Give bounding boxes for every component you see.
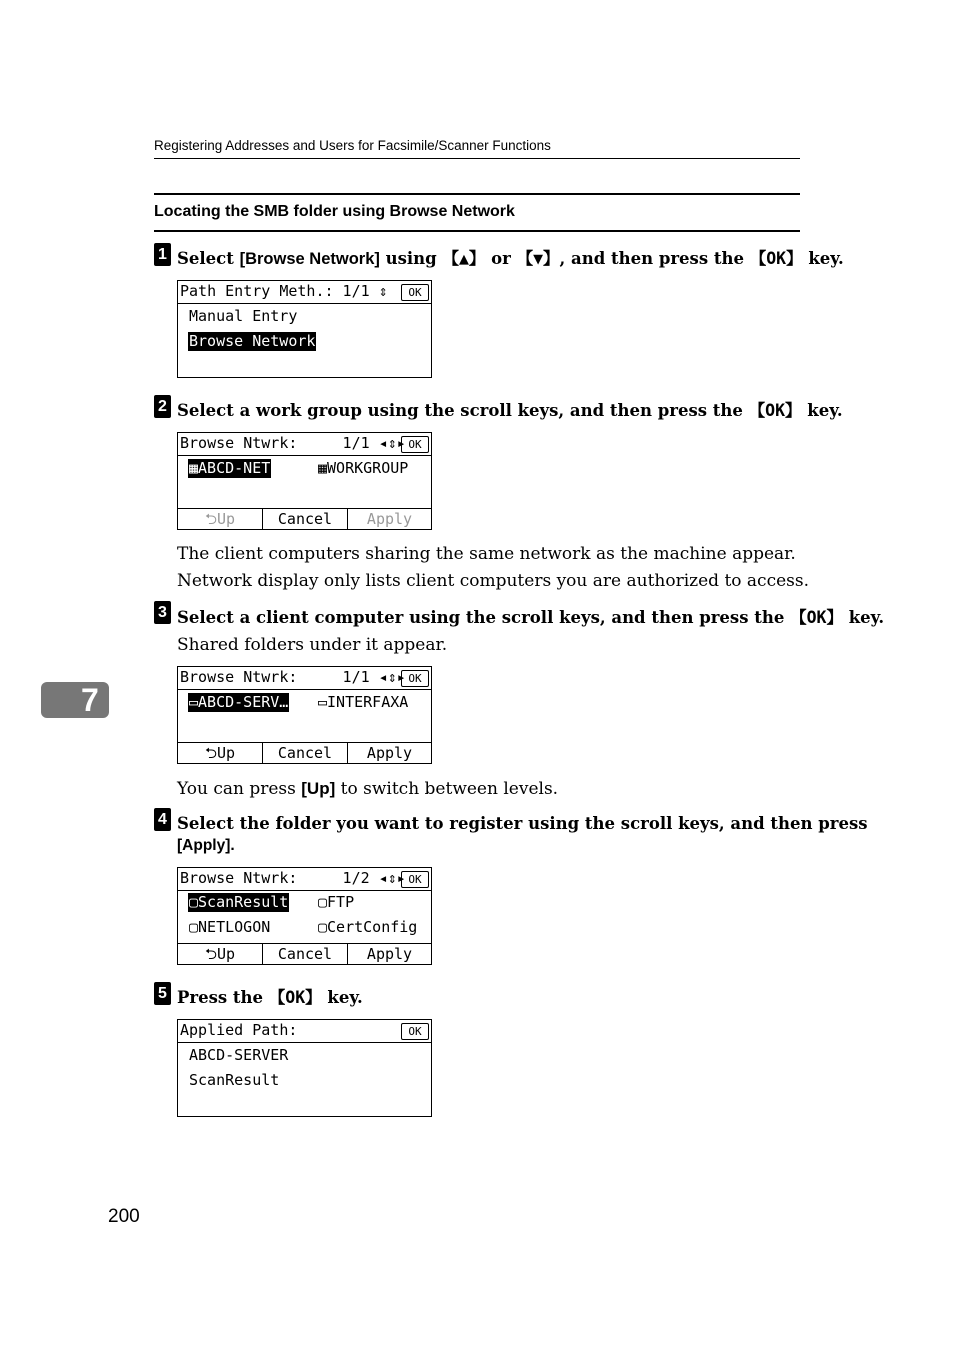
applied-path-folder: ScanResult	[189, 1071, 280, 1089]
step-1-post: key.	[802, 249, 844, 268]
ok-icon: OK	[401, 284, 429, 301]
workgroup-item-abcd-net[interactable]: ▦ABCD-NET	[189, 459, 271, 477]
note-line-1: The client computers sharing the same network as the machine appear.	[177, 544, 796, 564]
lcd-screen-path-entry	[177, 280, 432, 378]
menu-item-manual-entry[interactable]: Manual Entry	[189, 307, 298, 325]
lcd-screen-folder	[177, 867, 432, 965]
ok-key: 【OK】	[749, 249, 803, 268]
cancel-button[interactable]: Cancel	[263, 944, 348, 964]
lcd-screen-client-computer	[177, 666, 432, 764]
step-5-number: 5	[154, 982, 171, 1005]
up-note-pre: You can press	[177, 779, 302, 799]
step-3-subtext: Shared folders under it appear.	[177, 635, 448, 655]
step-4-number: 4	[154, 808, 171, 831]
browse-network-key: [Browse Network]	[239, 250, 380, 268]
lcd-header	[178, 868, 431, 891]
ok-key: 【OK】	[268, 988, 322, 1007]
menu-item-browse-network[interactable]: Browse Network	[189, 332, 316, 350]
step-4-line-1: Select the folder you want to register using the scroll keys, and then press	[177, 814, 868, 833]
up-key-note	[177, 775, 558, 803]
up-button[interactable]: ⮌Up	[178, 944, 263, 964]
lcd-header	[178, 667, 431, 690]
folder-item-certconfig[interactable]: ▢CertConfig	[318, 918, 418, 936]
folder-item-netlogon[interactable]: ▢NETLOGON	[189, 918, 271, 936]
section-title: Locating the SMB folder using Browse Network	[154, 203, 515, 220]
step-3-pre: Select a client computer using the scroll keys, and then press the	[177, 608, 791, 627]
lcd-header	[178, 433, 431, 456]
lcd-header-text: Browse Ntwrk: 1/1 ◂⇕▸	[180, 434, 406, 452]
lcd-header-text: Browse Ntwrk: 1/2 ◂⇕▸	[180, 869, 406, 887]
step-2-number: 2	[154, 395, 171, 418]
step-3-post: key.	[843, 608, 885, 627]
cancel-button[interactable]: Cancel	[263, 743, 348, 763]
ok-icon: OK	[401, 1023, 429, 1040]
lcd-header	[178, 1020, 431, 1043]
step-2-text	[177, 400, 843, 422]
step-1-mid1: using	[379, 249, 443, 268]
lcd-screen-workgroup	[177, 432, 432, 530]
step-5-text	[177, 987, 363, 1009]
step-4-line-2: [Apply].	[177, 837, 235, 854]
step-5-pre: Press the	[177, 988, 269, 1007]
computer-item-abcd-serv[interactable]: ▭ABCD-SERV…	[189, 693, 289, 711]
step-1-mid2: or	[485, 249, 517, 268]
folder-item-scanresult[interactable]: ▢ScanResult	[189, 893, 289, 911]
up-button[interactable]: ⮌Up	[178, 743, 263, 763]
chapter-tab	[41, 682, 109, 718]
step-2-post: key.	[801, 401, 843, 420]
lcd-header-text: Path Entry Meth.: 1/1 ⇕	[180, 282, 388, 300]
lcd-header-text: Applied Path:	[180, 1021, 298, 1039]
running-head-text: Registering Addresses and Users for Facsimile/Scanner Functions	[154, 138, 551, 153]
up-note-post: to switch between levels.	[335, 779, 559, 799]
ok-key: 【OK】	[790, 608, 843, 627]
page-number: 200	[108, 1206, 140, 1227]
apply-button[interactable]: Apply	[366, 744, 413, 762]
down-arrow-key: 【▼】	[516, 249, 560, 268]
lcd-header-text: Browse Ntwrk: 1/1 ◂⇕▸	[180, 668, 406, 686]
up-button[interactable]: ⮌Up	[178, 509, 263, 529]
ok-key: 【OK】	[748, 401, 802, 420]
lcd-button-row	[178, 742, 431, 763]
up-arrow-key: 【▲】	[442, 249, 486, 268]
step-2-pre: Select a work group using the scroll keys, and then press the	[177, 401, 749, 420]
apply-button[interactable]: Apply	[366, 510, 413, 528]
ok-icon: OK	[401, 670, 429, 687]
step-1-number: 1	[154, 243, 171, 266]
lcd-screen-applied-path	[177, 1019, 432, 1117]
step-3-text	[177, 607, 884, 629]
running-head	[154, 138, 800, 159]
cancel-button[interactable]: Cancel	[263, 509, 348, 529]
section-header	[154, 193, 800, 232]
up-key-label: [Up]	[301, 779, 336, 798]
step-5-post: key.	[321, 988, 363, 1007]
lcd-button-row	[178, 508, 431, 529]
step-1-pre: Select	[177, 249, 240, 268]
apply-button[interactable]: Apply	[366, 945, 413, 963]
ok-icon: OK	[401, 871, 429, 888]
lcd-button-row	[178, 943, 431, 964]
step-1-mid3: , and then press the	[559, 249, 750, 268]
workgroup-item-workgroup[interactable]: ▦WORKGROUP	[318, 459, 409, 477]
note-line-2: Network display only lists client computers you are authorized to access.	[177, 571, 810, 591]
step-1-text	[177, 248, 844, 270]
step-3-number: 3	[154, 601, 171, 624]
folder-item-ftp[interactable]: ▢FTP	[318, 893, 355, 911]
ok-icon: OK	[401, 436, 429, 453]
computer-item-interfaxa[interactable]: ▭INTERFAXA	[318, 693, 409, 711]
chapter-number: 7	[81, 682, 99, 718]
lcd-header	[178, 281, 431, 304]
applied-path-server: ABCD-SERVER	[189, 1046, 289, 1064]
